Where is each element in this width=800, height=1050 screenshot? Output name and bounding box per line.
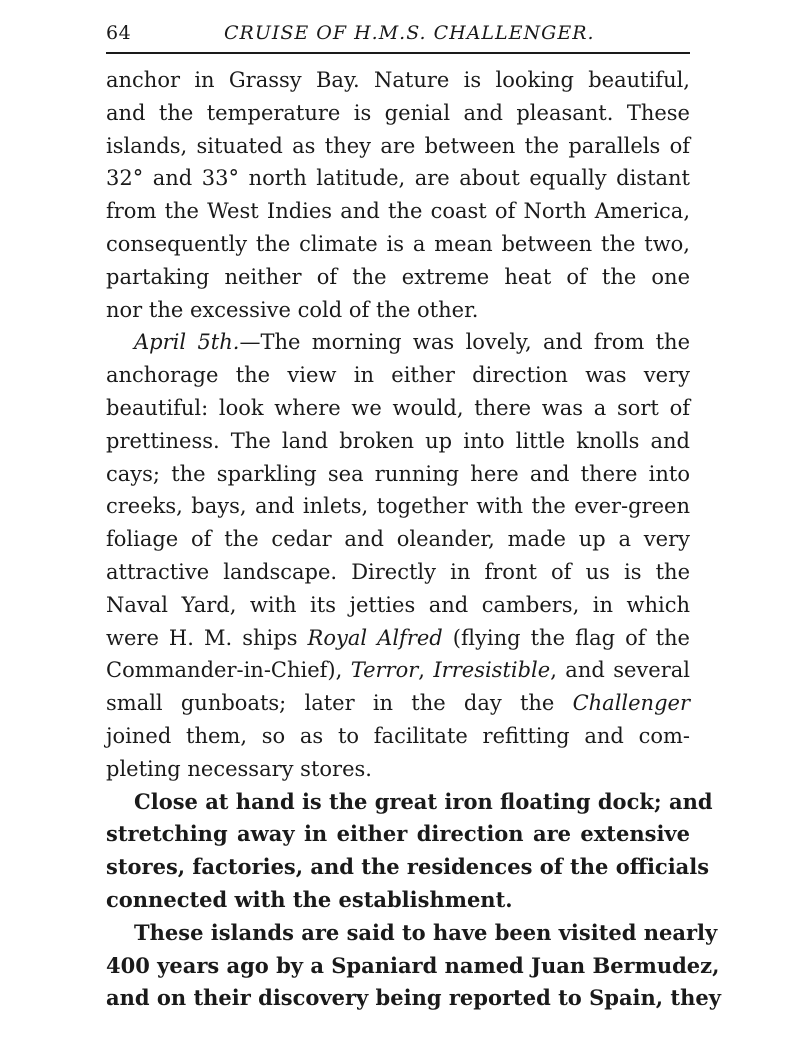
ship-name: Terror: [350, 658, 419, 683]
text-line: prettiness. The land broken up into little knolls and: [106, 428, 690, 453]
text-line: and the temperature is genial and pleasant. These: [106, 100, 690, 125]
text-line: joined them, so as to facilitate refitting and com-: [106, 723, 690, 748]
text-line: cays; the sparkling sea running here and there into: [106, 461, 690, 486]
text-line: [106, 622, 690, 655]
ship-name: Irresistible: [433, 658, 551, 683]
text-span: were H. M. ships: [106, 625, 308, 650]
text-span: —The morning was lovely, and from the: [239, 330, 691, 355]
text-line: and on their discovery being reported to Spain, they: [106, 985, 721, 1011]
text-line: anchor in Grassy Bay. Nature is looking beautiful,: [106, 68, 690, 92]
text-line: stores, factories, and the residences of the officials: [106, 854, 710, 880]
text-line: connected with the establishment.: [106, 886, 513, 912]
ship-name: Challenger: [572, 691, 690, 716]
text-line: pleting necessary stores.: [106, 756, 372, 781]
text-line: [106, 687, 690, 720]
text-span: ,: [418, 658, 434, 683]
text-line: creeks, bays, and inlets, together with the ever-green: [106, 494, 690, 519]
running-title: CRUISE OF H.M.S. CHALLENGER.: [224, 22, 595, 44]
ship-name: Royal Alfred: [307, 625, 443, 650]
paragraph-1: [106, 64, 690, 326]
text-span: , and several: [550, 658, 690, 683]
paragraph-3: [106, 786, 713, 917]
page-number: 64: [106, 22, 132, 44]
text-line: partaking neither of the extreme heat of the one: [106, 264, 690, 289]
text-line: beautiful: look where we would, there was a sort of: [106, 395, 690, 420]
text-line: These islands are said to have been visited nearly: [134, 919, 718, 945]
text-span: small gunboats; later in the day the: [106, 691, 573, 716]
page-header: [106, 20, 690, 50]
text-line: attractive landscape. Directly in front of us is the: [106, 559, 690, 584]
text-line: from the West Indies and the coast of North America,: [106, 199, 690, 224]
text-line: nor the excessive cold of the other.: [106, 297, 479, 322]
text-line: 32° and 33° north latitude, are about equally distant: [106, 166, 690, 191]
text-line: consequently the climate is a mean between the two,: [106, 231, 690, 256]
date-heading: April 5th.: [134, 330, 240, 355]
text-line: anchorage the view in either direction was very: [106, 363, 690, 388]
body-text: [106, 64, 721, 1015]
text-line: stretching away in either direction are extensive: [106, 821, 690, 847]
text-line: Close at hand is the great iron floating dock; and: [134, 788, 713, 814]
text-line: foliage of the cedar and oleander, made up a very: [106, 527, 690, 552]
text-line: [106, 326, 690, 359]
text-line: Naval Yard, with its jetties and cambers, in which: [106, 592, 690, 617]
text-span: (flying the flag of the: [442, 625, 690, 650]
text-span: Commander-in-Chief),: [106, 658, 351, 683]
text-line: 400 years ago by a Spaniard named Juan Bermudez,: [106, 952, 720, 978]
paragraph-4: [106, 917, 721, 1015]
paragraph-2: [106, 326, 690, 785]
header-rule: [106, 52, 690, 54]
text-line: [106, 654, 690, 687]
text-line: islands, situated as they are between the parallels of: [106, 133, 690, 158]
